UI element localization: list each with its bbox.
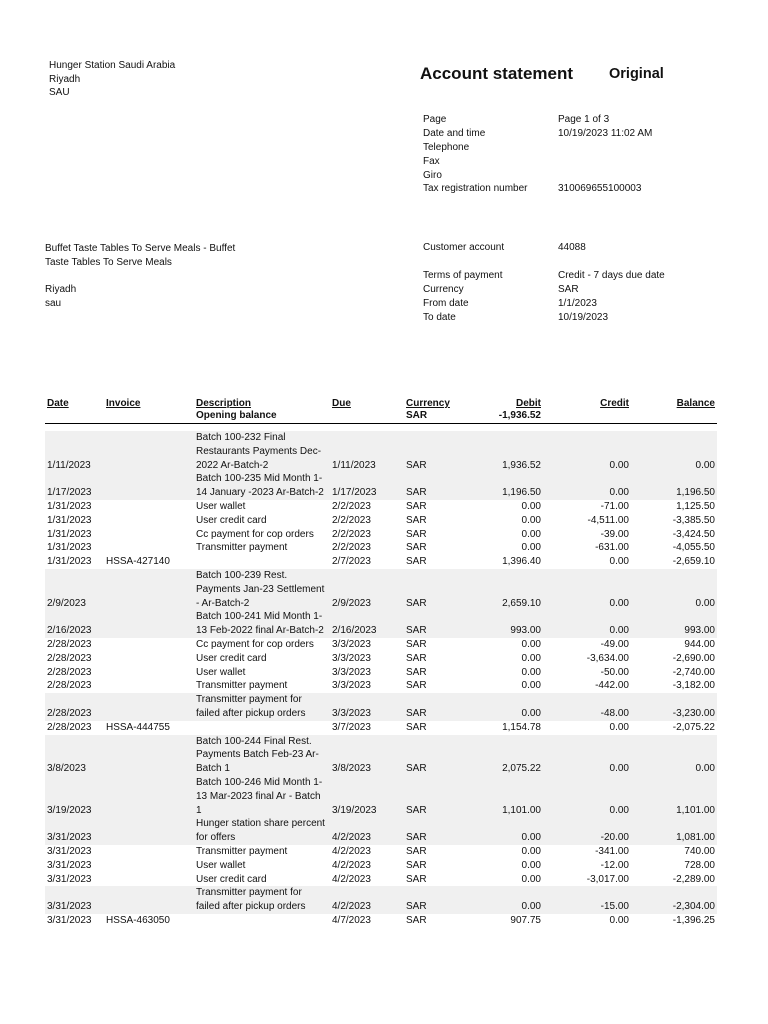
copy-type-label: Original bbox=[609, 66, 664, 82]
row-due-date: 1/17/2023 bbox=[330, 472, 400, 500]
row-currency: SAR bbox=[400, 472, 466, 500]
row-credit: 0.00 bbox=[543, 735, 631, 776]
opening-balance-label: Opening balance bbox=[194, 409, 330, 424]
opening-balance-row bbox=[45, 409, 717, 424]
row-credit: 0.00 bbox=[543, 776, 631, 817]
row-balance: 1,081.00 bbox=[631, 817, 717, 845]
meta-label: Fax bbox=[423, 155, 440, 167]
row-invoice bbox=[104, 638, 194, 652]
table-row bbox=[45, 500, 717, 514]
row-credit: -341.00 bbox=[595, 845, 629, 857]
row-date: 1/17/2023 bbox=[45, 472, 104, 500]
table-row bbox=[45, 652, 717, 666]
row-debit: 0.00 bbox=[521, 666, 541, 678]
statement-table bbox=[45, 395, 717, 928]
row-date: 1/31/2023 bbox=[47, 556, 92, 568]
row-balance: -3,385.50 bbox=[672, 514, 715, 526]
to-date-row bbox=[423, 310, 665, 324]
row-description: Batch 100-239 Rest. Payments Jan-23 Settlement - Ar-Batch-2 bbox=[194, 569, 330, 610]
row-credit: -20.00 bbox=[543, 817, 631, 845]
row-debit: 0.00 bbox=[521, 542, 541, 554]
row-debit: 0.00 bbox=[521, 638, 541, 650]
row-credit: -15.00 bbox=[543, 886, 631, 914]
table-row bbox=[45, 873, 717, 887]
row-debit: 993.00 bbox=[466, 610, 543, 638]
table-row bbox=[45, 776, 717, 817]
row-balance: 1,196.50 bbox=[631, 472, 717, 500]
customer-account-info bbox=[423, 241, 586, 255]
row-date: 2/28/2023 bbox=[47, 638, 92, 650]
meta-label: Telephone bbox=[423, 141, 470, 153]
row-credit: -4,511.00 bbox=[587, 514, 629, 526]
meta-value: Page 1 of 3 bbox=[558, 114, 610, 126]
row-balance: -4,055.50 bbox=[672, 542, 715, 554]
row-invoice bbox=[104, 859, 194, 873]
row-currency: SAR bbox=[400, 886, 466, 914]
from-date-label: From date bbox=[423, 297, 469, 309]
customer-account-row bbox=[423, 241, 586, 255]
company-city: Riyadh bbox=[49, 73, 81, 85]
row-currency: SAR bbox=[400, 431, 466, 472]
row-date: 2/28/2023 bbox=[47, 666, 92, 678]
row-invoice bbox=[104, 693, 194, 721]
row-debit: 2,659.10 bbox=[466, 569, 543, 610]
row-date: 3/19/2023 bbox=[45, 776, 104, 817]
row-balance: 0.00 bbox=[631, 431, 717, 472]
row-due-date: 2/7/2023 bbox=[332, 556, 371, 568]
row-balance: -2,075.22 bbox=[672, 721, 715, 733]
row-debit: 0.00 bbox=[466, 886, 543, 914]
row-due-date: 4/2/2023 bbox=[332, 859, 371, 871]
row-date: 2/16/2023 bbox=[45, 610, 104, 638]
table-row bbox=[45, 514, 717, 528]
row-currency: SAR bbox=[406, 500, 427, 512]
row-description: Cc payment for cop orders bbox=[196, 528, 314, 540]
company-address bbox=[49, 59, 175, 100]
row-currency: SAR bbox=[406, 845, 427, 857]
row-date: 1/31/2023 bbox=[47, 514, 92, 526]
row-debit: 0.00 bbox=[521, 500, 541, 512]
row-date: 3/31/2023 bbox=[45, 817, 104, 845]
row-balance: -2,690.00 bbox=[672, 652, 715, 664]
row-date: 3/8/2023 bbox=[45, 735, 104, 776]
table-row bbox=[45, 859, 717, 873]
table-row bbox=[45, 431, 717, 472]
company-name: Hunger Station Saudi Arabia bbox=[49, 60, 176, 71]
meta-label: Page bbox=[423, 114, 447, 126]
opening-balance-debit: -1,936.52 bbox=[466, 409, 543, 424]
table-row bbox=[45, 721, 717, 735]
row-description bbox=[194, 555, 330, 569]
row-currency: SAR bbox=[400, 735, 466, 776]
row-due-date: 3/8/2023 bbox=[330, 735, 400, 776]
row-debit: 0.00 bbox=[466, 817, 543, 845]
account-terms bbox=[423, 269, 665, 324]
row-invoice: HSSA-427140 bbox=[106, 556, 170, 568]
col-header-debit: Debit bbox=[516, 398, 541, 409]
row-description: Transmitter payment bbox=[196, 542, 288, 554]
row-date: 3/31/2023 bbox=[47, 914, 92, 926]
col-header-balance: Balance bbox=[676, 398, 715, 409]
table-row bbox=[45, 541, 717, 555]
row-debit: 0.00 bbox=[521, 859, 541, 871]
row-debit: 1,101.00 bbox=[466, 776, 543, 817]
row-currency: SAR bbox=[400, 569, 466, 610]
row-description: User credit card bbox=[196, 873, 267, 885]
row-debit: 1,936.52 bbox=[466, 431, 543, 472]
row-invoice bbox=[104, 514, 194, 528]
row-debit: 0.00 bbox=[521, 873, 541, 885]
row-due-date: 1/11/2023 bbox=[330, 431, 400, 472]
from-date-value: 1/1/2023 bbox=[558, 297, 597, 309]
company-country: SAU bbox=[49, 87, 70, 98]
customer-account-label: Customer account bbox=[423, 242, 505, 254]
row-credit: 0.00 bbox=[543, 569, 631, 610]
row-debit: 907.75 bbox=[510, 914, 541, 926]
meta-row-datetime bbox=[423, 127, 652, 141]
meta-label: Tax registration number bbox=[423, 183, 528, 195]
row-currency: SAR bbox=[400, 817, 466, 845]
row-currency: SAR bbox=[406, 542, 427, 554]
row-credit: -49.00 bbox=[600, 638, 629, 650]
to-date-label: To date bbox=[423, 311, 456, 323]
row-due-date: 2/2/2023 bbox=[332, 500, 371, 512]
row-debit: 2,075.22 bbox=[466, 735, 543, 776]
row-due-date: 3/3/2023 bbox=[332, 638, 371, 650]
row-balance: -2,289.00 bbox=[672, 873, 715, 885]
row-credit: -442.00 bbox=[595, 680, 629, 692]
row-balance: 0.00 bbox=[631, 735, 717, 776]
row-invoice bbox=[104, 472, 194, 500]
row-balance: -3,424.50 bbox=[672, 528, 715, 540]
col-header-description: Description bbox=[196, 398, 252, 409]
row-currency: SAR bbox=[406, 666, 427, 678]
row-balance: -1,396.25 bbox=[672, 914, 715, 926]
row-date: 2/28/2023 bbox=[47, 721, 92, 733]
row-due-date: 2/2/2023 bbox=[332, 542, 371, 554]
customer-country: sau bbox=[45, 298, 62, 309]
table-row bbox=[45, 735, 717, 776]
row-invoice: HSSA-444755 bbox=[106, 721, 170, 733]
row-currency: SAR bbox=[400, 693, 466, 721]
row-invoice bbox=[104, 776, 194, 817]
row-description: User wallet bbox=[196, 666, 246, 678]
row-due-date: 2/16/2023 bbox=[330, 610, 400, 638]
row-debit: 1,396.40 bbox=[502, 556, 541, 568]
row-balance: 944.00 bbox=[684, 638, 715, 650]
row-credit: 0.00 bbox=[543, 431, 631, 472]
row-currency: SAR bbox=[406, 514, 427, 526]
table-row bbox=[45, 886, 717, 914]
row-currency: SAR bbox=[406, 528, 427, 540]
row-debit: 0.00 bbox=[521, 845, 541, 857]
opening-balance-currency: SAR bbox=[400, 409, 466, 424]
meta-value: 10/19/2023 11:02 AM bbox=[558, 128, 653, 140]
row-date: 3/31/2023 bbox=[45, 886, 104, 914]
row-balance: -3,182.00 bbox=[672, 680, 715, 692]
to-date-value: 10/19/2023 bbox=[558, 311, 609, 323]
row-invoice bbox=[104, 500, 194, 514]
row-debit: 0.00 bbox=[521, 528, 541, 540]
row-credit: -12.00 bbox=[600, 859, 629, 871]
col-header-invoice: Invoice bbox=[106, 398, 141, 409]
col-header-credit: Credit bbox=[600, 398, 629, 409]
row-debit: 0.00 bbox=[521, 514, 541, 526]
meta-label: Date and time bbox=[423, 128, 486, 140]
row-invoice bbox=[104, 569, 194, 610]
row-description: Transmitter payment bbox=[196, 680, 288, 692]
row-description: Transmitter payment for failed after pickup orders bbox=[194, 886, 330, 914]
row-balance: 993.00 bbox=[631, 610, 717, 638]
row-date: 3/31/2023 bbox=[47, 845, 92, 857]
row-description: Batch 100-235 Mid Month 1-14 January -2023 Ar-Batch-2 bbox=[194, 472, 330, 500]
row-credit: -71.00 bbox=[600, 500, 629, 512]
row-due-date: 4/7/2023 bbox=[332, 914, 371, 926]
row-description: Batch 100-244 Final Rest. Payments Batch Feb-23 Ar-Batch 1 bbox=[194, 735, 330, 776]
row-due-date: 3/3/2023 bbox=[332, 666, 371, 678]
meta-row-telephone bbox=[423, 141, 652, 155]
row-description: User wallet bbox=[196, 500, 246, 512]
row-debit: 1,154.78 bbox=[502, 721, 541, 733]
from-date-row bbox=[423, 297, 665, 311]
table-row bbox=[45, 638, 717, 652]
customer-account-value: 44088 bbox=[558, 242, 586, 254]
row-credit: -50.00 bbox=[600, 666, 629, 678]
table-row bbox=[45, 845, 717, 859]
row-credit: -48.00 bbox=[543, 693, 631, 721]
row-description bbox=[194, 721, 330, 735]
row-date: 2/28/2023 bbox=[47, 652, 92, 664]
row-credit: -3,017.00 bbox=[586, 873, 629, 885]
row-invoice bbox=[104, 873, 194, 887]
col-header-date: Date bbox=[47, 398, 69, 409]
row-currency: SAR bbox=[406, 873, 427, 885]
meta-row-fax bbox=[423, 154, 652, 168]
currency-value: SAR bbox=[558, 284, 579, 296]
row-credit: 0.00 bbox=[543, 472, 631, 500]
row-balance: -2,659.10 bbox=[672, 556, 715, 568]
table-row bbox=[45, 693, 717, 721]
row-invoice bbox=[104, 652, 194, 666]
row-description: Batch 100-246 Mid Month 1-13 Mar-2023 final Ar - Batch 1 bbox=[194, 776, 330, 817]
row-balance: 1,101.00 bbox=[631, 776, 717, 817]
table-row bbox=[45, 569, 717, 610]
row-due-date: 3/3/2023 bbox=[332, 652, 371, 664]
terms-row bbox=[423, 269, 665, 283]
row-currency: SAR bbox=[406, 859, 427, 871]
row-description: Batch 100-232 Final Restaurants Payments Dec-2022 Ar-Batch-2 bbox=[194, 431, 330, 472]
row-date: 1/31/2023 bbox=[47, 528, 92, 540]
row-due-date: 3/3/2023 bbox=[332, 680, 371, 692]
row-credit: 0.00 bbox=[609, 914, 629, 926]
row-invoice bbox=[104, 610, 194, 638]
customer-name-line1: Buffet Taste Tables To Serve Meals - Buffet bbox=[45, 243, 236, 254]
row-currency: SAR bbox=[400, 776, 466, 817]
row-debit: 0.00 bbox=[521, 652, 541, 664]
row-credit: 0.00 bbox=[543, 610, 631, 638]
customer-name-line2: Taste Tables To Serve Meals bbox=[45, 257, 172, 268]
row-description bbox=[194, 914, 330, 928]
row-credit: 0.00 bbox=[609, 556, 629, 568]
row-date: 2/28/2023 bbox=[45, 693, 104, 721]
row-description: Hunger station share percent for offers bbox=[194, 817, 330, 845]
meta-value: 310069655100003 bbox=[558, 183, 642, 195]
row-date: 3/31/2023 bbox=[47, 859, 92, 871]
row-date: 3/31/2023 bbox=[47, 873, 92, 885]
table-row bbox=[45, 914, 717, 928]
row-description: Transmitter payment for failed after pickup orders bbox=[194, 693, 330, 721]
row-due-date: 2/2/2023 bbox=[332, 514, 371, 526]
meta-row-tax bbox=[423, 182, 652, 196]
row-balance: -2,740.00 bbox=[672, 666, 715, 678]
row-description: User credit card bbox=[196, 514, 267, 526]
row-invoice bbox=[104, 735, 194, 776]
row-date: 1/31/2023 bbox=[47, 542, 92, 554]
row-due-date: 3/19/2023 bbox=[330, 776, 400, 817]
col-header-currency: Currency bbox=[406, 398, 450, 409]
row-date: 2/9/2023 bbox=[45, 569, 104, 610]
col-header-due: Due bbox=[332, 398, 351, 409]
row-due-date: 4/2/2023 bbox=[330, 886, 400, 914]
currency-row bbox=[423, 283, 665, 297]
meta-label: Giro bbox=[423, 169, 442, 181]
table-row bbox=[45, 472, 717, 500]
row-invoice: HSSA-463050 bbox=[106, 914, 170, 926]
row-due-date: 3/3/2023 bbox=[330, 693, 400, 721]
row-invoice bbox=[104, 817, 194, 845]
row-date: 2/28/2023 bbox=[47, 680, 92, 692]
table-row bbox=[45, 817, 717, 845]
row-currency: SAR bbox=[400, 610, 466, 638]
row-invoice bbox=[104, 845, 194, 859]
row-debit: 0.00 bbox=[466, 693, 543, 721]
row-invoice bbox=[104, 528, 194, 542]
row-balance: -3,230.00 bbox=[631, 693, 717, 721]
row-currency: SAR bbox=[406, 556, 427, 568]
row-invoice bbox=[104, 679, 194, 693]
table-row bbox=[45, 528, 717, 542]
customer-city: Riyadh bbox=[45, 284, 77, 295]
row-currency: SAR bbox=[406, 652, 427, 664]
row-balance: 740.00 bbox=[684, 845, 715, 857]
row-currency: SAR bbox=[406, 680, 427, 692]
row-invoice bbox=[104, 431, 194, 472]
table-row bbox=[45, 555, 717, 569]
statement-meta bbox=[423, 113, 652, 196]
row-balance: 1,125.50 bbox=[676, 500, 715, 512]
row-credit: 0.00 bbox=[609, 721, 629, 733]
row-description: User wallet bbox=[196, 859, 246, 871]
table-row bbox=[45, 666, 717, 680]
meta-row-page bbox=[423, 113, 652, 127]
row-due-date: 3/7/2023 bbox=[332, 721, 371, 733]
row-currency: SAR bbox=[406, 914, 427, 926]
row-debit: 0.00 bbox=[521, 680, 541, 692]
row-debit: 1,196.50 bbox=[466, 472, 543, 500]
row-description: Transmitter payment bbox=[196, 845, 288, 857]
row-due-date: 2/9/2023 bbox=[330, 569, 400, 610]
row-balance: -2,304.00 bbox=[631, 886, 717, 914]
row-currency: SAR bbox=[406, 721, 427, 733]
table-row bbox=[45, 679, 717, 693]
row-credit: -3,634.00 bbox=[586, 652, 629, 664]
terms-label: Terms of payment bbox=[423, 270, 503, 282]
meta-row-giro bbox=[423, 168, 652, 182]
row-balance: 728.00 bbox=[684, 859, 715, 871]
row-invoice bbox=[104, 666, 194, 680]
row-description: Batch 100-241 Mid Month 1-13 Feb-2022 final Ar-Batch-2 bbox=[194, 610, 330, 638]
row-due-date: 2/2/2023 bbox=[332, 528, 371, 540]
row-date: 1/11/2023 bbox=[45, 431, 104, 472]
customer-address bbox=[45, 242, 235, 311]
row-description: User credit card bbox=[196, 652, 267, 664]
row-description: Cc payment for cop orders bbox=[196, 638, 314, 650]
row-due-date: 4/2/2023 bbox=[332, 873, 371, 885]
row-invoice bbox=[104, 886, 194, 914]
row-due-date: 4/2/2023 bbox=[332, 845, 371, 857]
row-date: 1/31/2023 bbox=[47, 500, 92, 512]
row-currency: SAR bbox=[406, 638, 427, 650]
terms-value: Credit - 7 days due date bbox=[558, 270, 665, 282]
row-due-date: 4/2/2023 bbox=[330, 817, 400, 845]
row-credit: -39.00 bbox=[600, 528, 629, 540]
row-invoice bbox=[104, 541, 194, 555]
row-credit: -631.00 bbox=[595, 542, 629, 554]
table-header-row bbox=[45, 395, 717, 409]
table-row bbox=[45, 610, 717, 638]
currency-label: Currency bbox=[423, 284, 464, 296]
row-balance: 0.00 bbox=[631, 569, 717, 610]
page-title: Account statement bbox=[420, 64, 574, 83]
